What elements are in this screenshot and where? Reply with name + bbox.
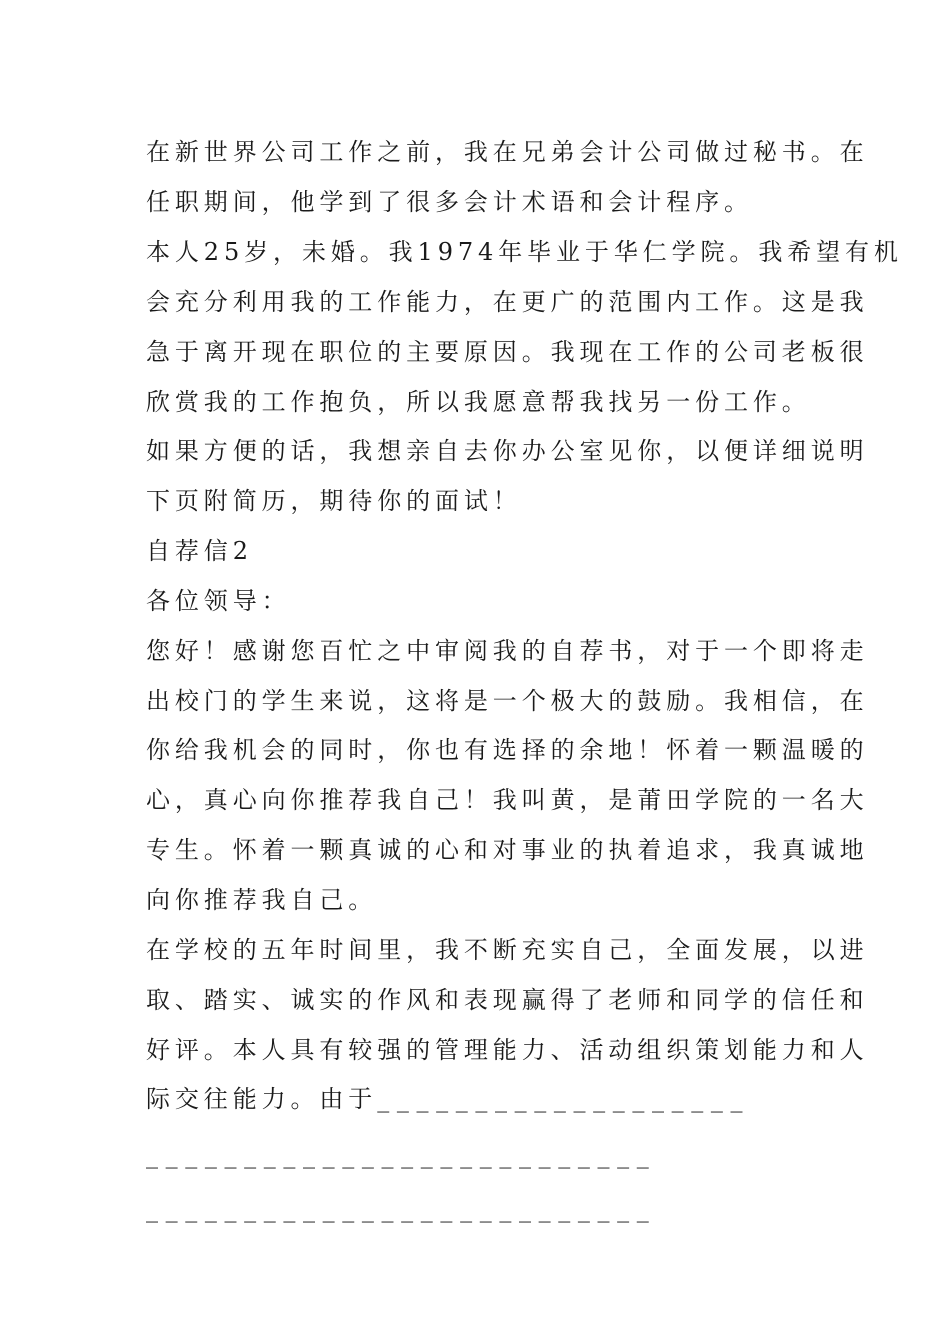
text-line: 在学校的五年时间里，我不断充实自己，全面发展，以进 [146, 936, 869, 964]
text-line [146, 1084, 806, 1114]
text-line: 如果方便的话，我想亲自去你办公室见你，以便详细说明 [146, 437, 869, 465]
text-line: 下页附简历，期待你的面试！ [146, 487, 522, 515]
text-line: 在新世界公司工作之前，我在兄弟会计公司做过秘书。在 [146, 138, 869, 166]
fill-blank-line: _ _ _ _ _ _ _ _ _ _ _ _ _ _ _ _ _ _ _ _ _ _ _ _ _ _ [146, 1195, 649, 1223]
text-line: 欣赏我的工作抱负，所以我愿意帮我找另一份工作。 [146, 388, 811, 416]
fill-blank-line: _ _ _ _ _ _ _ _ _ _ _ _ _ _ _ _ _ _ _ _ _ _ _ _ _ _ [146, 1141, 649, 1169]
text-line: 你给我机会的同时，你也有选择的余地！怀着一颗温暖的 [146, 736, 869, 764]
text-line: 您好！感谢您百忙之中审阅我的自荐书，对于一个即将走 [146, 637, 869, 665]
text-line: 会充分利用我的工作能力，在更广的范围内工作。这是我 [146, 288, 869, 316]
fill-blank: _ _ _ _ _ _ _ _ _ _ _ _ _ _ _ _ _ _ _ [377, 1085, 743, 1113]
text-line: 急于离开现在职位的主要原因。我现在工作的公司老板很 [146, 338, 869, 366]
text-line-start: 际交往能力。由于 [146, 1085, 378, 1113]
section-heading: 自荐信2 [146, 537, 253, 565]
text-line: 专生。怀着一颗真诚的心和对事业的执着追求，我真诚地 [146, 836, 869, 864]
text-line: 好评。本人具有较强的管理能力、活动组织策划能力和人 [146, 1036, 869, 1064]
text-line: 出校门的学生来说，这将是一个极大的鼓励。我相信，在 [146, 687, 869, 715]
text-line: 本人25岁，未婚。我1974年毕业于华仁学院。我希望有机 [146, 238, 903, 266]
text-line: 取、踏实、诚实的作风和表现赢得了老师和同学的信任和 [146, 986, 869, 1014]
text-line: 向你推荐我自己。 [146, 886, 378, 914]
salutation: 各位领导： [146, 587, 291, 615]
text-line: 心，真心向你推荐我自己！我叫黄，是莆田学院的一名大 [146, 786, 869, 814]
text-line: 任职期间，他学到了很多会计术语和会计程序。 [146, 188, 753, 216]
